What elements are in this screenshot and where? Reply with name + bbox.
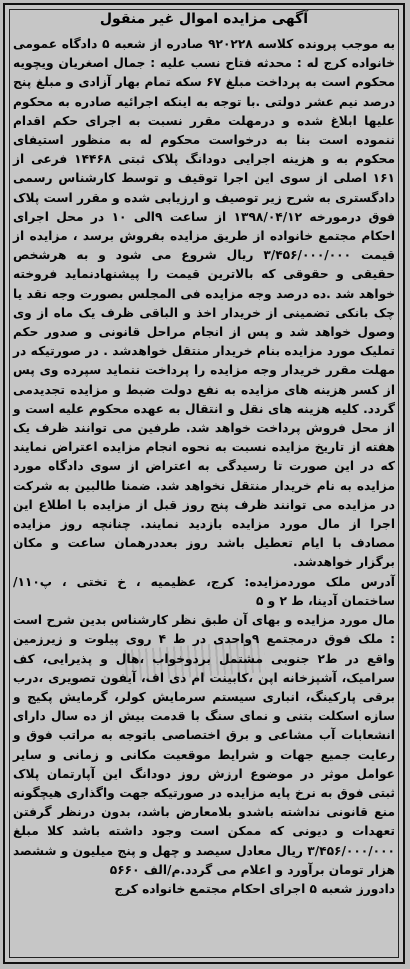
notice-body bbox=[13, 35, 395, 954]
notice-paragraph-address: آدرس ملک موردمزایده: کرج، عظیمیه ، خ تختی ، پ۱۱۰/ ساختمان آدینا، ط ۲ و ۵ bbox=[13, 574, 395, 608]
notice-title: آگهی مزایده اموال غیر منقول bbox=[99, 11, 309, 27]
notice-paragraph-main: به موجب پرونده کلاسه ۹۲۰۲۲۸ صادره از شعبه ۵ دادگاه عمومی خانواده کرج له : محدثه فتاح نسب علیه : جمال اصغریان ویچویه محکوم است به پرداخت مبلغ ۶۷ سکه تمام بهار آزادی و مبلغ پنج درصد نیم عشر دولتی .با توجه به اینکه اجرائیه صادره به محکوم علیها ابلاغ شده و درمهلت مقرر نسبت به اجرای حکم اقدام ننموده است بنا به درخواست محکوم له به منظور استیفای محکوم به و هزینه اجرایی دودانگ پلاک ثبتی ۱۴۴۶۸ فرعی از ۱۶۱ اصلی از سوی این اجرا توقیف و توسط کارشناس رسمی دادگستری به شرح زیر توصیف و ارزیابی شده و مقرر است پلاک فوق درمورخه ۱۳۹۸/۰۴/۱۲ از ساعت ۹الی ۱۰ در محل اجرای احکام مجتمع خانواده از طریق مزایده بفروش برسد ، مزایده از قیمت ۳/۴۵۶/۰۰۰/۰۰۰ ریال شروع می شود و به هرشخص حقیقی و حقوقی که بالاترین قیمت را پیشنهادنماید فروخته خواهد شد .ده درصد وجه مزایده فی المجلس بصورت وجه نقد یا چک بانکی تضمینی از خریدار اخذ و الباقی ظرف یک ماه از وی وصول خواهد شد و پس از انجام مراحل قانونی و صدور حکم تملیک مورد مزایده بنام خریدار منتقل خواهدشد . در صورتیکه در مهلت مقرر خریدار وجه مزایده را پرداخت ننماید سپرده وی پس از کسر هزینه های مزایده به نفع دولت ضبط و مزایده تجدیدمی گردد. کلیه هزینه های نقل و انتقال به عهده محکوم علیه است و از محل فروش پرداخت خواهد شد. طرفین می توانند ظرف یک هفته از تاریخ مزایده نسبت به نحوه انجام مزایده اعتراض نمایند که در این صورت تا رسیدگی به اعتراض از سوی دادگاه مورد مزایده به نام خریدار منتقل نخواهد شد. ضمنا طالبین به شرکت در مزایده می توانند ظرف پنج روز قبل از مزایده با اطلاع این اجرا از مال مورد مزایده بازدید نمایند. چنانچه روز مزایده مصادف با ایام تعطیل باشد روز بعددرهمان ساعت و مکان برگزار خواهدشد. bbox=[13, 37, 396, 570]
notice-paragraph-valuation: مال مورد مزایده و بهای آن طبق نظر کارشناس بدین شرح است : ملک فوق درمجتمع ۹واحدی در ط ۴ روی پیلوت و زیرزمین واقع در ط۲ جنوبی مشتمل بردوخواب ،هال و پذیرایی، کف سرامیک، آشپزخانه اپن ،کابینت ام دی اف، آیفون تصویری ،درب برقی پارکینگ، انباری سیستم سرمایش کولر، گرمایش پکیج و سازه اسکلت بتنی و نمای سنگ با قدمت بیش از ده سال دارای انشعابات آب مشاعی و برق اختصاصی باتوجه به مراتب فوق و رعایت جمیع جهات و شرایط موقعیت مکانی و زمانی و سایر عوامل موثر در موضوع ارزش روز دودانگ این آپارتمان پلاک ثبتی فوق به نرخ پایه مزایده در صورتیکه جهت واگذاری هیچگونه منع قانونی نداشته باشدو بلامعارض باشد، بدون درنظر گرفتن تعهدات و دیونی که ممکن است وجود داشته باشد کلا مبلغ ۳/۴۵۶/۰۰۰/۰۰۰ ریال معادل سیصد و چهل و پنج میلیون و ششصد هزار تومان برآورد و اعلام می گردد.م/الف ۵۶۶۰ bbox=[13, 613, 396, 877]
notice-signature: دادورز شعبه ۵ اجرای احکام مجتمع خانواده کرج bbox=[114, 881, 395, 896]
notice-frame bbox=[3, 3, 405, 964]
